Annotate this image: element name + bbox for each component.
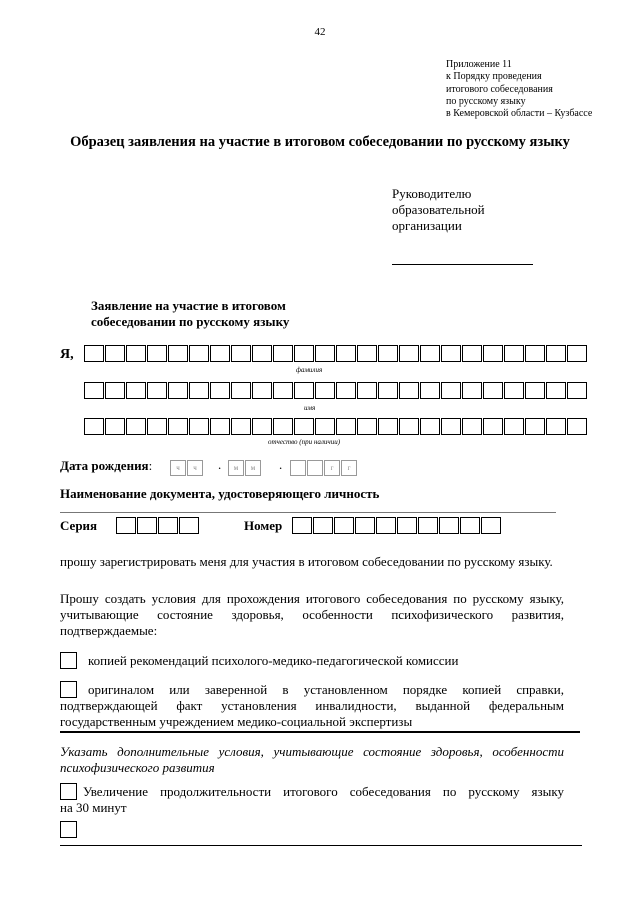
char-cell[interactable] bbox=[158, 517, 178, 534]
char-cell[interactable] bbox=[189, 418, 209, 435]
char-cell[interactable] bbox=[189, 382, 209, 399]
char-cell[interactable]: м bbox=[228, 460, 244, 476]
char-cell[interactable] bbox=[441, 418, 461, 435]
recipient-line-text: Руководителю bbox=[392, 186, 472, 201]
char-cell[interactable] bbox=[546, 418, 566, 435]
char-cell[interactable] bbox=[84, 382, 104, 399]
char-cell[interactable] bbox=[189, 345, 209, 362]
birth-date-colon: : bbox=[148, 458, 153, 473]
statement-title-line: Заявление на участие в итоговом bbox=[91, 298, 286, 313]
extend-time-line2: на 30 минут bbox=[60, 800, 127, 815]
char-cell[interactable] bbox=[105, 418, 125, 435]
char-cell[interactable] bbox=[294, 345, 314, 362]
char-cell[interactable] bbox=[105, 382, 125, 399]
char-cell[interactable] bbox=[399, 382, 419, 399]
char-cell[interactable] bbox=[290, 460, 306, 476]
char-cell[interactable] bbox=[313, 517, 333, 534]
pmpk-option-label: копией рекомендаций психолого-медико-педагогической комиссии bbox=[88, 653, 459, 668]
char-cell[interactable]: ч bbox=[170, 460, 186, 476]
char-cell[interactable] bbox=[462, 345, 482, 362]
char-cell[interactable] bbox=[460, 517, 480, 534]
char-cell[interactable] bbox=[292, 517, 312, 534]
char-cell[interactable] bbox=[294, 382, 314, 399]
char-cell[interactable] bbox=[378, 418, 398, 435]
char-cell[interactable] bbox=[84, 418, 104, 435]
patronymic-caption: отчество (при наличии) bbox=[268, 438, 341, 446]
char-cell[interactable] bbox=[336, 382, 356, 399]
char-cell[interactable] bbox=[210, 345, 230, 362]
birth-sep: . bbox=[218, 457, 222, 472]
char-cell[interactable] bbox=[420, 418, 440, 435]
char-cell[interactable] bbox=[336, 345, 356, 362]
birth-year-field[interactable] bbox=[290, 460, 358, 476]
extend-time-checkbox[interactable] bbox=[60, 783, 77, 800]
disability-option-line1: оригиналом или заверенной в установленном порядке копией справки, bbox=[88, 682, 564, 697]
char-cell[interactable] bbox=[126, 345, 146, 362]
char-cell[interactable] bbox=[210, 382, 230, 399]
char-cell[interactable] bbox=[273, 345, 293, 362]
extend-time-line1: Увеличение продолжительности итогового собеседования по русскому языку bbox=[83, 784, 564, 799]
char-cell[interactable] bbox=[137, 517, 157, 534]
number-label: Номер bbox=[244, 518, 283, 533]
char-cell[interactable] bbox=[126, 418, 146, 435]
char-cell[interactable]: м bbox=[245, 460, 261, 476]
char-cell[interactable] bbox=[252, 382, 272, 399]
appendix-line: итогового собеседования bbox=[446, 83, 553, 95]
char-cell[interactable] bbox=[399, 345, 419, 362]
char-cell[interactable] bbox=[420, 345, 440, 362]
patronymic-field[interactable] bbox=[84, 418, 588, 435]
char-cell[interactable] bbox=[294, 418, 314, 435]
statement-title-line: собеседовании по русскому языку bbox=[91, 314, 290, 329]
char-cell[interactable] bbox=[567, 345, 587, 362]
char-cell[interactable] bbox=[399, 418, 419, 435]
birth-day-field[interactable] bbox=[170, 460, 204, 476]
recipient-line-text: образовательной bbox=[392, 202, 485, 217]
char-cell[interactable] bbox=[147, 418, 167, 435]
char-cell[interactable] bbox=[147, 382, 167, 399]
char-cell[interactable] bbox=[441, 382, 461, 399]
char-cell[interactable] bbox=[504, 382, 524, 399]
recipient-line-text: организации bbox=[392, 218, 462, 233]
char-cell[interactable] bbox=[504, 418, 524, 435]
char-cell[interactable] bbox=[525, 382, 545, 399]
document-label: Наименование документа, удостоверяющего личность bbox=[60, 486, 380, 501]
other-condition-checkbox[interactable] bbox=[60, 821, 77, 838]
extra-conditions-label: Указать дополнительные условия, учитывающие состояние здоровья, особенности психофизического развития bbox=[60, 744, 564, 775]
char-cell[interactable] bbox=[546, 345, 566, 362]
char-cell[interactable] bbox=[357, 418, 377, 435]
char-cell[interactable] bbox=[210, 418, 230, 435]
char-cell[interactable] bbox=[357, 345, 377, 362]
char-cell[interactable] bbox=[376, 517, 396, 534]
char-cell[interactable]: г bbox=[341, 460, 357, 476]
char-cell[interactable] bbox=[168, 382, 188, 399]
char-cell[interactable] bbox=[315, 382, 335, 399]
birth-sep: . bbox=[279, 457, 283, 472]
char-cell[interactable] bbox=[126, 382, 146, 399]
char-cell[interactable] bbox=[307, 460, 323, 476]
surname-caption: фамилия bbox=[296, 366, 323, 374]
series-field[interactable] bbox=[116, 517, 200, 534]
char-cell[interactable] bbox=[84, 345, 104, 362]
statement-title bbox=[91, 298, 289, 330]
char-cell[interactable] bbox=[334, 517, 354, 534]
char-cell[interactable] bbox=[462, 418, 482, 435]
section-divider bbox=[60, 731, 580, 733]
page-title: Образец заявления на участие в итоговом собеседовании по русскому языку bbox=[70, 134, 570, 150]
char-cell[interactable] bbox=[168, 418, 188, 435]
char-cell[interactable] bbox=[525, 418, 545, 435]
char-cell[interactable] bbox=[481, 517, 501, 534]
register-paragraph: прошу зарегистрировать меня для участия в итоговом собеседовании по русскому языку. bbox=[60, 554, 553, 569]
char-cell[interactable] bbox=[418, 517, 438, 534]
disability-option-rest: подтверждающей факт установления инвалидности, выданной федеральным государственным учреждением медико-социальной экспертизы bbox=[60, 698, 564, 729]
char-cell[interactable] bbox=[315, 345, 335, 362]
char-cell[interactable] bbox=[315, 418, 335, 435]
char-cell[interactable] bbox=[231, 418, 251, 435]
char-cell[interactable] bbox=[483, 418, 503, 435]
name-field[interactable] bbox=[84, 382, 588, 399]
recipient-signature-line[interactable] bbox=[392, 264, 533, 265]
char-cell[interactable] bbox=[252, 345, 272, 362]
name-caption: имя bbox=[304, 404, 316, 412]
char-cell[interactable] bbox=[355, 517, 375, 534]
char-cell[interactable] bbox=[252, 418, 272, 435]
char-cell[interactable] bbox=[116, 517, 136, 534]
char-cell[interactable] bbox=[168, 345, 188, 362]
bottom-line[interactable] bbox=[60, 845, 582, 846]
recipient-block bbox=[392, 186, 485, 234]
appendix-line: в Кемеровской области – Кузбассе bbox=[446, 108, 593, 120]
char-cell[interactable]: г bbox=[324, 460, 340, 476]
char-cell[interactable] bbox=[336, 418, 356, 435]
char-cell[interactable] bbox=[378, 382, 398, 399]
char-cell[interactable] bbox=[397, 517, 417, 534]
appendix-note bbox=[446, 59, 592, 120]
char-cell[interactable] bbox=[357, 382, 377, 399]
char-cell[interactable] bbox=[525, 345, 545, 362]
char-cell[interactable] bbox=[546, 382, 566, 399]
ya-label: Я, bbox=[60, 347, 74, 362]
birth-date-label-text: Дата рождения bbox=[60, 458, 149, 473]
char-cell[interactable] bbox=[231, 382, 251, 399]
char-cell[interactable] bbox=[420, 382, 440, 399]
number-field[interactable] bbox=[292, 517, 502, 534]
char-cell[interactable] bbox=[105, 345, 125, 362]
char-cell[interactable] bbox=[179, 517, 199, 534]
char-cell[interactable] bbox=[483, 345, 503, 362]
appendix-line: Приложение 11 bbox=[446, 59, 512, 70]
char-cell[interactable] bbox=[483, 382, 503, 399]
char-cell[interactable] bbox=[441, 345, 461, 362]
series-label: Серия bbox=[60, 518, 98, 533]
document-name-line[interactable] bbox=[60, 512, 556, 513]
char-cell[interactable] bbox=[439, 517, 459, 534]
char-cell[interactable] bbox=[504, 345, 524, 362]
char-cell[interactable] bbox=[273, 382, 293, 399]
surname-field[interactable] bbox=[84, 345, 588, 362]
appendix-line: по русскому языку bbox=[446, 95, 526, 107]
char-cell[interactable] bbox=[567, 418, 587, 435]
char-cell[interactable] bbox=[273, 418, 293, 435]
char-cell[interactable] bbox=[567, 382, 587, 399]
appendix-line: к Порядку проведения bbox=[446, 71, 542, 83]
birth-date-label bbox=[60, 458, 152, 474]
pmpk-checkbox[interactable] bbox=[60, 652, 77, 669]
conditions-paragraph: Прошу создать условия для прохождения итогового собеседования по русскому языку, учитывающие состояние здоровья, особенности психофизического развития, подтверждаемые: bbox=[60, 591, 564, 638]
char-cell[interactable] bbox=[147, 345, 167, 362]
char-cell[interactable] bbox=[462, 382, 482, 399]
page-number: 42 bbox=[314, 26, 326, 38]
char-cell[interactable]: ч bbox=[187, 460, 203, 476]
char-cell[interactable] bbox=[378, 345, 398, 362]
birth-month-field[interactable] bbox=[228, 460, 262, 476]
disability-checkbox[interactable] bbox=[60, 681, 77, 698]
char-cell[interactable] bbox=[231, 345, 251, 362]
